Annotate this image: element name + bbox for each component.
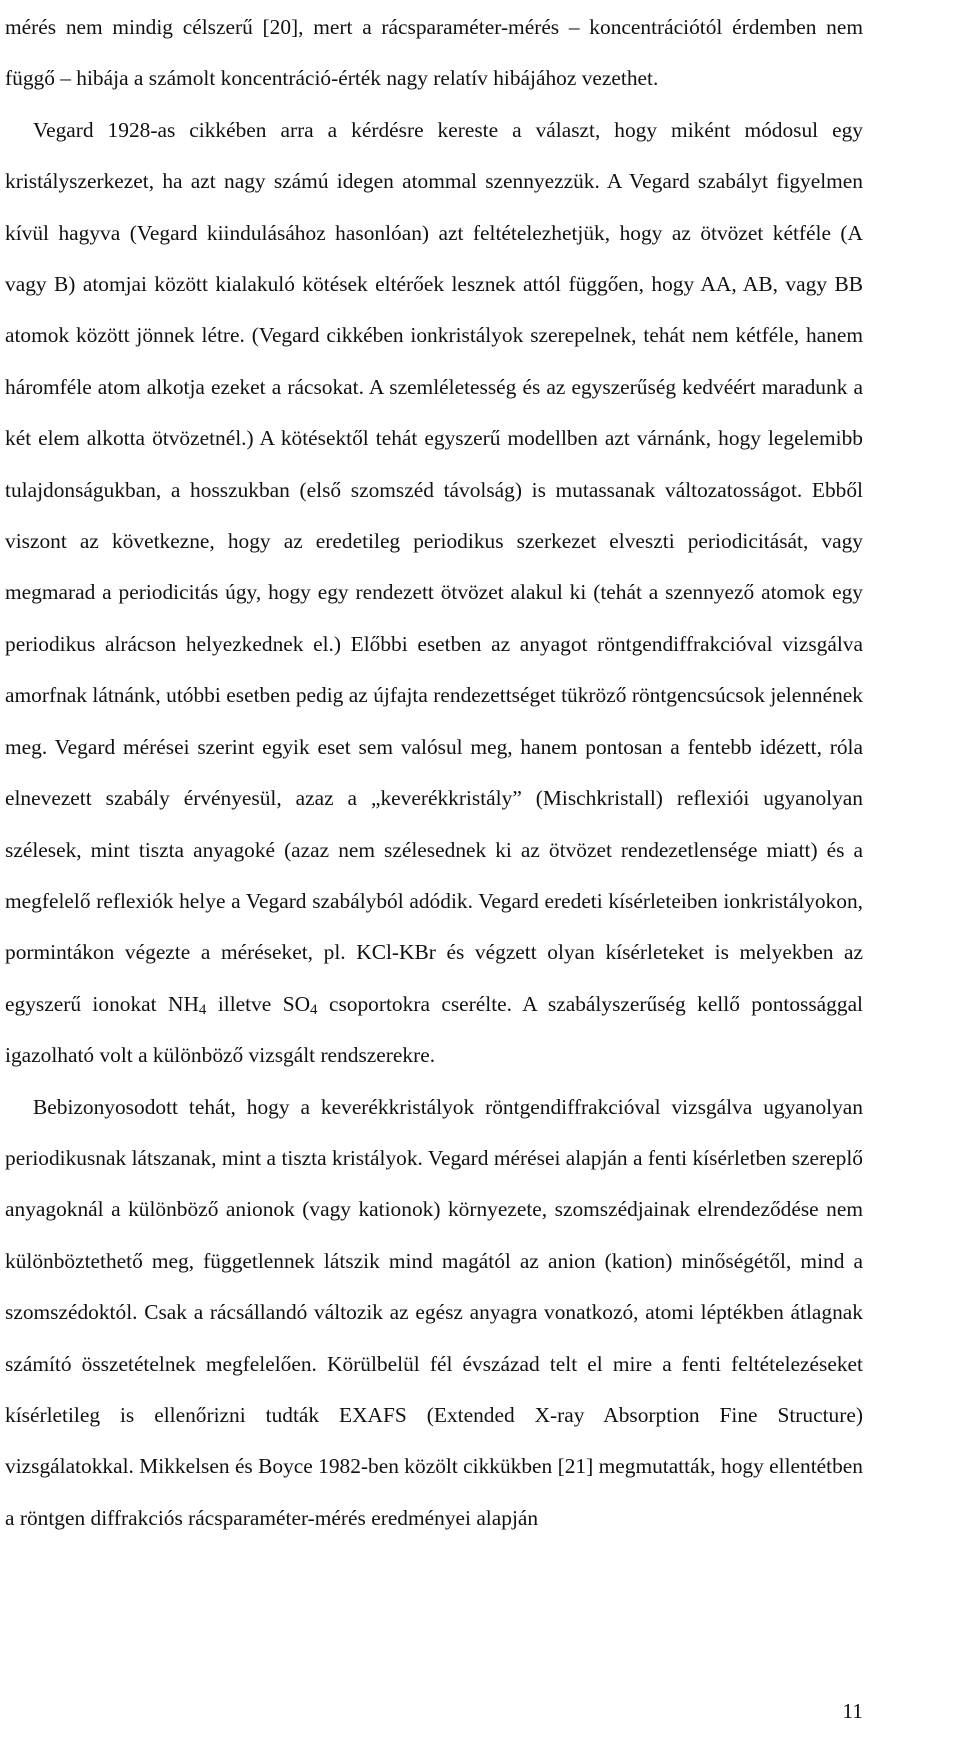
paragraph-continuation: mérés nem mindig célszerű [20], mert a rácsparaméter-mérés – koncentrációtól érdemben nem függő – hibája a számolt koncentráció-érték nagy relatív hibájához vezethet. bbox=[5, 15, 863, 91]
paragraph-text-segment: illetve SO bbox=[206, 991, 311, 1016]
document-page bbox=[5, 0, 863, 1544]
paragraph-text-segment: Vegard 1928-as cikkében arra a kérdésre kereste a választ, hogy miként módosul egy kristályszerkezet, ha azt nagy számú idegen atommal szennyezzük. A Vegard szabályt figyelmen kívül hagyva (Vegard kiindulásához hasonlóan) azt feltételezhetjük, hogy az ötvözet kétféle (A vagy B) atomjai között kialakuló kötések eltérőek lesznek attól függően, hogy AA, AB, vagy BB atomok között jönnek létre. (Vegard cikkében ionkristályok szerepelnek, tehát nem kétféle, hanem háromféle atom alkotja ezeket a rácsokat. A szemléletesség és az egyszerűség kedvéért maradunk a két elem alkotta ötvözetnél.) A kötésektől tehát egyszerű modellben azt várnánk, hogy legelemibb tulajdonságukban, a hosszukban (első szomszéd távolság) is mutassanak változatosságot. Ebből viszont az következne, hogy az eredetileg periodikus szerkezet elveszti periodicitását, vagy megmarad a periodicitás úgy, hogy egy rendezett ötvözet alakul ki (tehát a szennyező atomok egy periodikus alrácson helyezkednek el.) Előbbi esetben az anyagot röntgendiffrakcióval vizsgálva amorfnak látnánk, utóbbi esetben pedig az újfajta rendezettséget tükröző röntgencsúcsok jelennének meg. Vegard mérései szerint egyik eset sem valósul meg, hanem pontosan a fentebb idézett, róla elnevezett szabály érvényesül, azaz a „keverékkristály” (Mischkristall) reflexiói ugyanolyan szélesek, mint tiszta anyagoké (azaz nem szélesednek ki az ötvözet rendezetlensége miatt) és a megfelelő reflexiók helye a Vegard szabályból adódik. Vegard eredeti kísérleteiben ionkristályokon, pormintákon végezte a méréseket, pl. KCl-KBr és végzett olyan kísérleteket is melyekben az egyszerű ionokat NH bbox=[5, 117, 863, 1016]
page-number: 11 bbox=[842, 1699, 863, 1723]
paragraph-mixed-crystals: Bebizonyosodott tehát, hogy a keverékkristályok röntgendiffrakcióval vizsgálva ugyanolyan periodikusnak látszanak, mint a tiszta kristályok. Vegard mérései alapján a fenti kísérletben szereplő anyagoknál a különböző anionok (vagy kationok) környezete, szomszédjainak elrendeződése nem különböztethető meg, függetlennek látszik mind magától az anion (kation) minőségétől, mind a szomszédoktól. Csak a rácsállandó változik az egész anyagra vonatkozó, atomi léptékben átlagnak számító összetételnek megfelelően. Körülbelül fél évszázad telt el mire a fenti feltételezéseket kísérletileg is ellenőrizni tudták EXAFS (Extended X-ray Absorption Fine Structure) vizsgálatokkal. Mikkelsen és Boyce 1982-ben közölt cikkükben [21] megmutatták, hogy ellentétben a röntgen diffrakciós rácsparaméter-mérés eredményei alapján bbox=[5, 1094, 863, 1530]
paragraph-vegard-1928 bbox=[5, 105, 863, 1082]
subscript-nh4: 4 bbox=[198, 1001, 207, 1018]
subscript-so4: 4 bbox=[310, 1001, 318, 1018]
paragraph-text-segment: csoportokra cserélte. A szabályszerűség kellő pontossággal igazolható volt a különböző vizsgált rendszerekre. bbox=[5, 991, 864, 1068]
